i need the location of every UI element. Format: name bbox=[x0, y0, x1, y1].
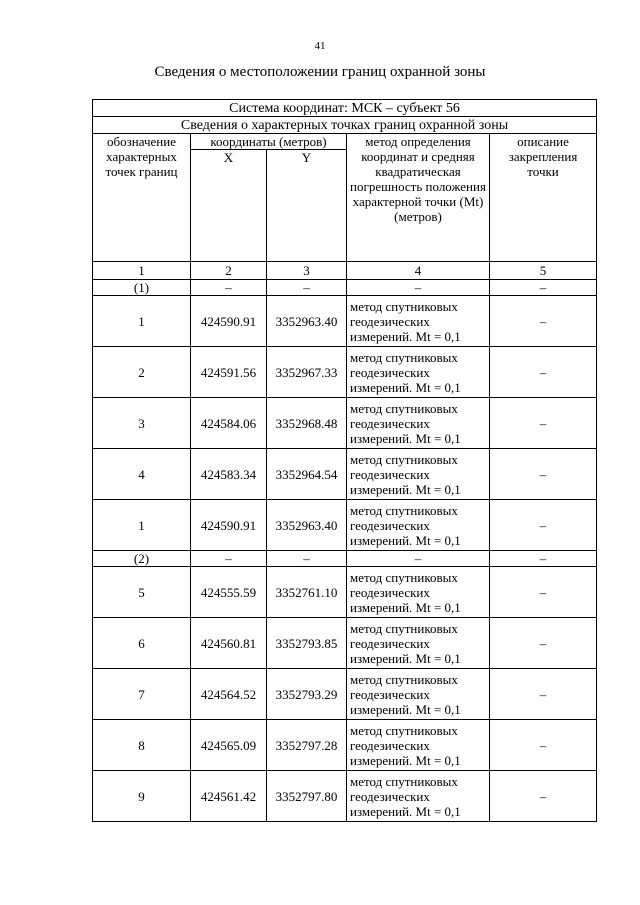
y-coordinate: 3352797.80 bbox=[267, 771, 347, 822]
y-coordinate: 3352963.40 bbox=[267, 500, 347, 551]
group-dash: – bbox=[347, 551, 490, 567]
method-description: метод спутниковых геодезических измерений. Mt = 0,1 bbox=[347, 669, 490, 720]
point-designation: 4 bbox=[93, 449, 191, 500]
method-description: метод спутниковых геодезических измерений. Mt = 0,1 bbox=[347, 720, 490, 771]
y-coordinate: 3352968.48 bbox=[267, 398, 347, 449]
coordinates-table bbox=[92, 99, 597, 822]
method-description: метод спутниковых геодезических измерений. Mt = 0,1 bbox=[347, 449, 490, 500]
coordinate-system-row: Система координат: МСК – субъект 56 bbox=[93, 100, 597, 117]
column-number: 4 bbox=[347, 262, 490, 280]
method-description: метод спутниковых геодезических измерений. Mt = 0,1 bbox=[347, 567, 490, 618]
group-label: (1) bbox=[93, 280, 191, 296]
point-designation: 7 bbox=[93, 669, 191, 720]
header-description: описание закрепления точки bbox=[490, 134, 597, 262]
y-coordinate: 3352793.29 bbox=[267, 669, 347, 720]
table-row bbox=[93, 500, 597, 551]
method-description: метод спутниковых геодезических измерений. Mt = 0,1 bbox=[347, 347, 490, 398]
group-dash: – bbox=[191, 280, 267, 296]
point-designation: 3 bbox=[93, 398, 191, 449]
x-coordinate: 424590.91 bbox=[191, 500, 267, 551]
method-description: метод спутниковых геодезических измерений. Mt = 0,1 bbox=[347, 500, 490, 551]
header-x: X bbox=[191, 150, 267, 262]
point-designation: 2 bbox=[93, 347, 191, 398]
y-coordinate: 3352967.33 bbox=[267, 347, 347, 398]
group-row bbox=[93, 280, 597, 296]
x-coordinate: 424590.91 bbox=[191, 296, 267, 347]
x-coordinate: 424583.34 bbox=[191, 449, 267, 500]
fixation-description: – bbox=[490, 398, 597, 449]
header-coordinates: координаты (метров) bbox=[191, 134, 347, 150]
column-number: 2 bbox=[191, 262, 267, 280]
column-number: 5 bbox=[490, 262, 597, 280]
method-description: метод спутниковых геодезических измерений. Mt = 0,1 bbox=[347, 398, 490, 449]
header-designation: обозначение характерных точек границ bbox=[93, 134, 191, 262]
table-row bbox=[93, 398, 597, 449]
column-numbers-row bbox=[93, 262, 597, 280]
x-coordinate: 424565.09 bbox=[191, 720, 267, 771]
fixation-description: – bbox=[490, 669, 597, 720]
fixation-description: – bbox=[490, 771, 597, 822]
method-description: метод спутниковых геодезических измерений. Mt = 0,1 bbox=[347, 618, 490, 669]
method-description: метод спутниковых геодезических измерений. Mt = 0,1 bbox=[347, 771, 490, 822]
table-row bbox=[93, 771, 597, 822]
x-coordinate: 424591.56 bbox=[191, 347, 267, 398]
table-row bbox=[93, 567, 597, 618]
fixation-description: – bbox=[490, 449, 597, 500]
fixation-description: – bbox=[490, 347, 597, 398]
point-designation: 9 bbox=[93, 771, 191, 822]
point-designation: 1 bbox=[93, 296, 191, 347]
fixation-description: – bbox=[490, 720, 597, 771]
x-coordinate: 424584.06 bbox=[191, 398, 267, 449]
table-row bbox=[93, 618, 597, 669]
fixation-description: – bbox=[490, 296, 597, 347]
fixation-description: – bbox=[490, 567, 597, 618]
section-title-row: Сведения о характерных точках границ охранной зоны bbox=[93, 117, 597, 134]
group-row bbox=[93, 551, 597, 567]
group-dash: – bbox=[191, 551, 267, 567]
x-coordinate: 424561.42 bbox=[191, 771, 267, 822]
table-row bbox=[93, 720, 597, 771]
group-label: (2) bbox=[93, 551, 191, 567]
y-coordinate: 3352761.10 bbox=[267, 567, 347, 618]
method-description: метод спутниковых геодезических измерений. Mt = 0,1 bbox=[347, 296, 490, 347]
y-coordinate: 3352793.85 bbox=[267, 618, 347, 669]
y-coordinate: 3352797.28 bbox=[267, 720, 347, 771]
point-designation: 6 bbox=[93, 618, 191, 669]
x-coordinate: 424560.81 bbox=[191, 618, 267, 669]
header-method: метод определения координат и средняя квадратическая погрешность положения характерной точки (Mt) (метров) bbox=[347, 134, 490, 262]
group-dash: – bbox=[490, 280, 597, 296]
page-number: 41 bbox=[314, 40, 326, 52]
y-coordinate: 3352964.54 bbox=[267, 449, 347, 500]
table-row bbox=[93, 296, 597, 347]
group-dash: – bbox=[267, 551, 347, 567]
column-number: 3 bbox=[267, 262, 347, 280]
table-row bbox=[93, 449, 597, 500]
group-dash: – bbox=[347, 280, 490, 296]
point-designation: 5 bbox=[93, 567, 191, 618]
table-row bbox=[93, 347, 597, 398]
fixation-description: – bbox=[490, 618, 597, 669]
header-y: Y bbox=[267, 150, 347, 262]
y-coordinate: 3352963.40 bbox=[267, 296, 347, 347]
point-designation: 8 bbox=[93, 720, 191, 771]
table-row bbox=[93, 669, 597, 720]
group-dash: – bbox=[490, 551, 597, 567]
fixation-description: – bbox=[490, 500, 597, 551]
column-number: 1 bbox=[93, 262, 191, 280]
x-coordinate: 424555.59 bbox=[191, 567, 267, 618]
group-dash: – bbox=[267, 280, 347, 296]
document-title: Сведения о местоположении границ охранной зоны bbox=[154, 64, 486, 80]
point-designation: 1 bbox=[93, 500, 191, 551]
x-coordinate: 424564.52 bbox=[191, 669, 267, 720]
